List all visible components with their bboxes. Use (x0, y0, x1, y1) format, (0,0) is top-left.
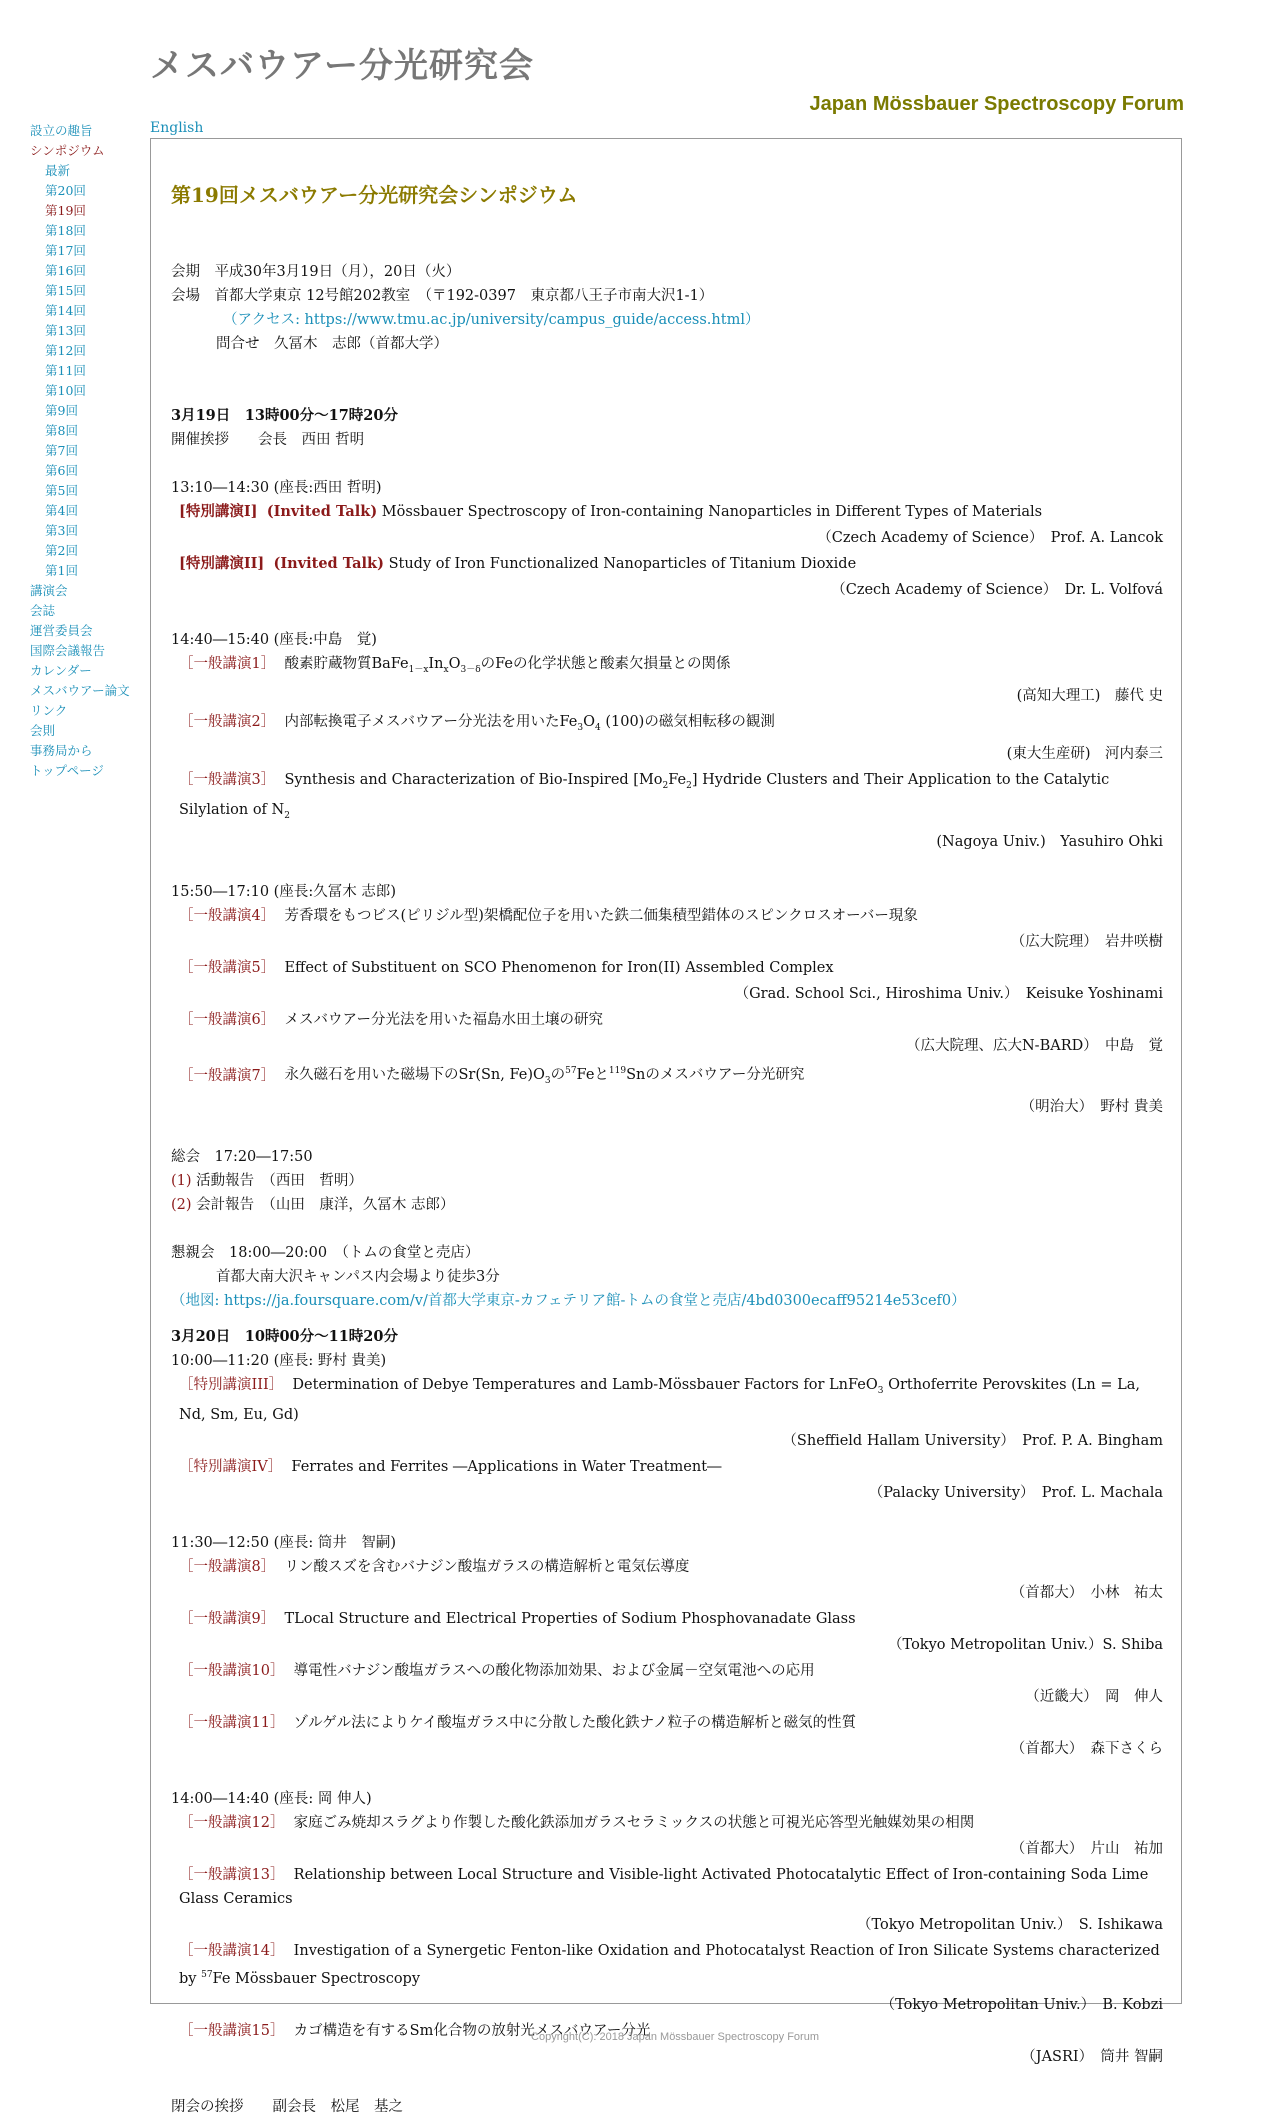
general-meeting-title: 総会 17:20―17:50 (171, 1149, 313, 1166)
talk-affiliation: （Czech Academy of Science） Prof. A. Lancok (817, 530, 1163, 546)
talk-affiliation: （明治大） 野村 貴美 (1020, 1099, 1163, 1116)
talk-label: ［一般講演2］ (179, 713, 276, 730)
sidebar-item[interactable]: 第17回 (45, 243, 86, 258)
talk-affiliation: （広大院理） 岩井咲樹 (1010, 933, 1163, 950)
sidebar-item[interactable]: 第8回 (45, 423, 78, 438)
general-meeting-item: (2) 会計報告 （山田 康洋，久冨木 志郎） (171, 1197, 455, 1214)
session-title: 15:50―17:10 (座長:久冨木 志郎) (171, 883, 396, 900)
sidebar-item[interactable]: 第19回 (45, 203, 86, 218)
sidebar-item[interactable]: 会則 (30, 723, 56, 738)
sidebar-list (30, 121, 150, 781)
page-title: 第19回メスバウアー分光研究会シンポジウム (171, 183, 578, 207)
sidebar-item[interactable]: 第2回 (45, 543, 78, 558)
sidebar-item[interactable]: カレンダー (30, 663, 92, 678)
sidebar-item[interactable]: 第10回 (45, 383, 86, 398)
talk-affiliation: （Tokyo Metropolitan Univ.） S. Ishikawa (856, 1917, 1163, 1934)
symposium-content (171, 179, 1163, 2119)
talk-title-row (171, 768, 1163, 828)
talk-title: Effect of Substituent on SCO Phenomenon for Iron(II) Assembled Complex (284, 959, 834, 976)
talk-title: TLocal Structure and Electrical Properties of Sodium Phosphovanadate Glass (284, 1611, 856, 1628)
talk-affiliation: （広大院理、広大N-BARD） 中島 覚 (905, 1037, 1163, 1054)
talk-label: ［一般講演11］ (179, 1715, 285, 1732)
talk-title-row (171, 1555, 1163, 1579)
talk-label: ［一般講演5］ (179, 959, 276, 976)
closing-remarks: 閉会の挨拶 副会長 松尾 基之 (171, 2099, 403, 2115)
talk-title-row (171, 1659, 1163, 1683)
forum-title: Japan Mössbauer Spectroscopy Forum (809, 93, 1184, 115)
talk-title-row (171, 710, 1163, 740)
talk-label: ［一般講演12］ (179, 1815, 285, 1832)
sidebar-item[interactable]: 運営委員会 (30, 623, 93, 638)
opening-remarks: 開催挨拶 会長 西田 哲明 (171, 432, 365, 448)
talk-affiliation: （Tokyo Metropolitan Univ.） B. Kobzi (880, 1997, 1163, 2013)
talk-label: ［特別講演IV］ (179, 1459, 283, 1476)
talk-affiliation: （首都大） 小林 祐太 (1010, 1585, 1163, 1602)
talk-title-row (171, 1373, 1163, 1427)
talk-affiliation: （Tokyo Metropolitan Univ.）S. Shiba (888, 1637, 1163, 1654)
party-note: 首都大南大沢キャンパス内会場より徒歩3分 (216, 1269, 500, 1286)
talk-title: 導電性バナジン酸塩ガラスへの酸化物添加効果、および金属－空気電池への応用 (293, 1663, 815, 1680)
sidebar-item[interactable]: 第13回 (45, 323, 86, 338)
talk-title: メスバウアー分光法を用いた福島水田土壌の研究 (284, 1011, 604, 1028)
sidebar-item[interactable]: 第12回 (45, 343, 86, 358)
sidebar-item[interactable]: 第5回 (45, 483, 78, 498)
talk-label: ［一般講演8］ (179, 1559, 276, 1576)
footer-copyright: Copyright(C): 2018 Japan Mössbauer Spectroscopy Forum (531, 2031, 819, 2043)
talk-affiliation: (Nagoya Univ.) Yasuhiro Ohki (936, 833, 1163, 850)
party-map-link[interactable]: （地図: https://ja.foursquare.com/v/首都大学東京-カフェテリア館-トムの食堂と売店/4bd0300ecaff95214e53cef0） (171, 1293, 966, 1310)
talk-title-row (171, 652, 1163, 682)
sidebar-item[interactable]: 第20回 (45, 183, 86, 198)
talk-title-row (171, 1060, 1163, 1094)
english-link[interactable]: English (150, 120, 204, 136)
talk-title: 家庭ごみ焼却スラグより作製した酸化鉄添加ガラスセラミックスの状態と可視光応答型光触媒効果の相関 (293, 1815, 975, 1832)
talk-title: Ferrates and Ferrites ―Applications in Water Treatment― (291, 1459, 722, 1476)
talk-label: ［一般講演14］ (179, 1943, 285, 1960)
talk-label: ［一般講演7］ (179, 1067, 276, 1084)
talk-affiliation: (東大生産研) 河内泰三 (1006, 745, 1163, 762)
talk-title: カゴ構造を有するSm化合物の放射光メスバウアー分光 (293, 2023, 651, 2039)
talk-label: ［一般講演3］ (179, 771, 276, 788)
sidebar-item[interactable]: 会誌 (30, 603, 56, 618)
talk-title-row (171, 1939, 1163, 1991)
day2-header: 3月20日 10時00分～11時20分 (171, 1328, 398, 1346)
sidebar-item[interactable]: トップページ (30, 763, 104, 778)
talk-label: ［一般講演6］ (179, 1011, 276, 1028)
site-title: メスバウアー分光研究会 (150, 46, 534, 86)
talk-title: Investigation of a Synergetic Fenton-like Oxidation and Photocatalyst Reaction of Iron Silicate Systems characterized by $^{57}$Fe Mössbauer Spectroscopy (179, 1943, 1160, 1987)
access-link[interactable]: （アクセス: https://www.tmu.ac.jp/university/campus_guide/access.html） (223, 312, 760, 328)
talk-title-row (171, 956, 1163, 980)
sidebar-item[interactable]: 第3回 (45, 523, 78, 538)
session-title: 14:40―15:40 (座長:中島 覚) (171, 632, 377, 648)
sidebar-item[interactable]: 事務局から (30, 743, 93, 758)
talk-title: 永久磁石を用いた磁場下のSr(Sn, $Fe)O_3$の$^{57}$Feと$^{119}$Snのメスバウアー分光研究 (284, 1066, 805, 1087)
talk-title-row (171, 1455, 1163, 1479)
date-line: 会期 平成30年3月19日（月），20日（火） (171, 264, 461, 280)
talk-title: ゾルゲル法によりケイ酸塩ガラス中に分散した酸化鉄ナノ粒子の構造解析と磁気的性質 (293, 1715, 857, 1732)
sidebar-item[interactable]: 第16回 (45, 263, 86, 278)
talk-label: [特別講演II] (179, 555, 265, 572)
session-title: 14:00―14:40 (座長: 岡 伸人) (171, 1791, 372, 1808)
sidebar-item[interactable]: 第7回 (45, 443, 78, 458)
talk-title: Determination of Debye Temperatures and Lamb-Mössbauer Factors for LnFeO$_3$ Orthoferrite Perovskites (Ln = La, Nd, Sm, Eu, Gd) (179, 1377, 1140, 1424)
talk-title: 芳香環をもつビス(ピリジル型)架橋配位子を用いた鉄二価集積型錯体のスピンクロスオーバー現象 (284, 907, 918, 924)
talk-affiliation: （首都大） 森下さくら (1010, 1741, 1163, 1758)
invited-talk-tag: (Invited Talk) (266, 503, 378, 520)
sidebar-item[interactable]: リンク (30, 703, 68, 718)
day1-sessions (171, 476, 1163, 1145)
sidebar-item[interactable]: 第4回 (45, 503, 78, 518)
sidebar-item[interactable]: 第14回 (45, 303, 86, 318)
sidebar-item[interactable]: 講演会 (30, 583, 68, 598)
talk-title: 酸素貯蔵物質$BaFe_{1-x}In_xO_{3-\delta}$のFeの化学状態と酸素欠損量との関係 (284, 656, 731, 675)
talk-title: Relationship between Local Structure and Visible-light Activated Photocatalytic Effect of Iron-containing Soda Lime Glass Ceramics (179, 1867, 1149, 1908)
talk-affiliation: (高知大理工) 藤代 史 (1016, 687, 1163, 704)
sidebar-item[interactable]: 第6回 (45, 463, 78, 478)
talk-affiliation: （近畿大） 岡 伸人 (1025, 1689, 1163, 1706)
talk-title-row (171, 552, 1163, 576)
sidebar-nav (30, 121, 150, 781)
talk-title: リン酸スズを含むバナジン酸塩ガラスの構造解析と電気伝導度 (284, 1559, 690, 1576)
day1-header: 3月19日 13時00分～17時20分 (171, 407, 398, 424)
contact-line: 問合せ 久冨木 志郎（首都大学） (216, 336, 448, 352)
sidebar-item[interactable]: メスバウアー論文 (30, 683, 130, 698)
talk-title: Mössbauer Spectroscopy of Iron-containing Nanoparticles in Different Types of Materials (381, 504, 1043, 520)
talk-title-row (171, 1811, 1163, 1835)
venue-line: 会場 首都大学東京 12号館202教室 （〒192-0397 東京都八王子市南大沢1-1） (171, 288, 714, 304)
talk-label: ［一般講演13］ (179, 1867, 285, 1884)
talk-affiliation: （首都大） 片山 祐加 (1010, 1841, 1163, 1858)
talk-affiliation: （Sheffield Hallam University） Prof. P. A. Bingham (782, 1433, 1163, 1450)
talk-label: ［一般講演4］ (179, 907, 276, 924)
sidebar-item[interactable]: 第11回 (45, 363, 86, 378)
day2-sessions (171, 1349, 1163, 2095)
talk-title-row (171, 1711, 1163, 1735)
talk-label: [特別講演I] (179, 503, 258, 520)
talk-label: ［特別講演III］ (179, 1377, 284, 1394)
talk-title-row (171, 904, 1163, 928)
talk-title: 内部転換電子メスバウアー分光法を用いた$Fe_3O_4$ (100)の磁気相転移の観測 (284, 713, 775, 733)
invited-talk-tag: (Invited Talk) (273, 555, 384, 572)
sidebar-item[interactable]: 第15回 (45, 283, 86, 298)
talk-affiliation: （Grad. School Sci., Hiroshima Univ.） Keisuke Yoshinami (734, 985, 1163, 1002)
talk-affiliation: （JASRI） 筒井 智嗣 (1021, 2049, 1163, 2065)
talk-label: ［一般講演15］ (179, 2023, 285, 2039)
session-title: 10:00―11:20 (座長: 野村 貴美) (171, 1353, 387, 1370)
session-title: 13:10―14:30 (座長:西田 哲明) (171, 480, 382, 496)
sidebar-item[interactable]: 設立の趣旨 (30, 123, 93, 138)
sidebar-item[interactable]: シンポジウム (30, 143, 105, 158)
general-meeting-item: (1) 活動報告 （西田 哲明） (171, 1173, 363, 1190)
talk-title-row (171, 1607, 1163, 1631)
session-title: 11:30―12:50 (座長: 筒井 智嗣) (171, 1535, 396, 1552)
talk-title: Synthesis and Characterization of Bio-Inspired $[Mo_2Fe_2]$ Hydride Clusters and Their Application to the Catalytic Silylation of $N_2$ (179, 771, 1110, 821)
talk-title-row (171, 1008, 1163, 1032)
talk-affiliation: （Palacky University） Prof. L. Machala (868, 1485, 1163, 1502)
party-title: 懇親会 18:00―20:00 （トムの食堂と売店） (171, 1245, 480, 1262)
sidebar-item[interactable]: 第9回 (45, 403, 78, 418)
talk-title-row (171, 1863, 1163, 1911)
talk-title: Study of Iron Functionalized Nanoparticles of Titanium Dioxide (388, 556, 857, 572)
talk-label: ［一般講演9］ (179, 1611, 276, 1628)
talk-label: ［一般講演10］ (179, 1663, 285, 1680)
talk-title-row (171, 500, 1163, 524)
talk-label: ［一般講演1］ (179, 656, 276, 672)
sidebar-item[interactable]: 第1回 (45, 563, 78, 578)
sidebar-item[interactable]: 第18回 (45, 223, 86, 238)
sidebar-item[interactable]: 最新 (45, 163, 71, 178)
talk-affiliation: （Czech Academy of Science） Dr. L. Volfová (831, 582, 1163, 598)
sidebar-item[interactable]: 国際会議報告 (30, 643, 106, 658)
